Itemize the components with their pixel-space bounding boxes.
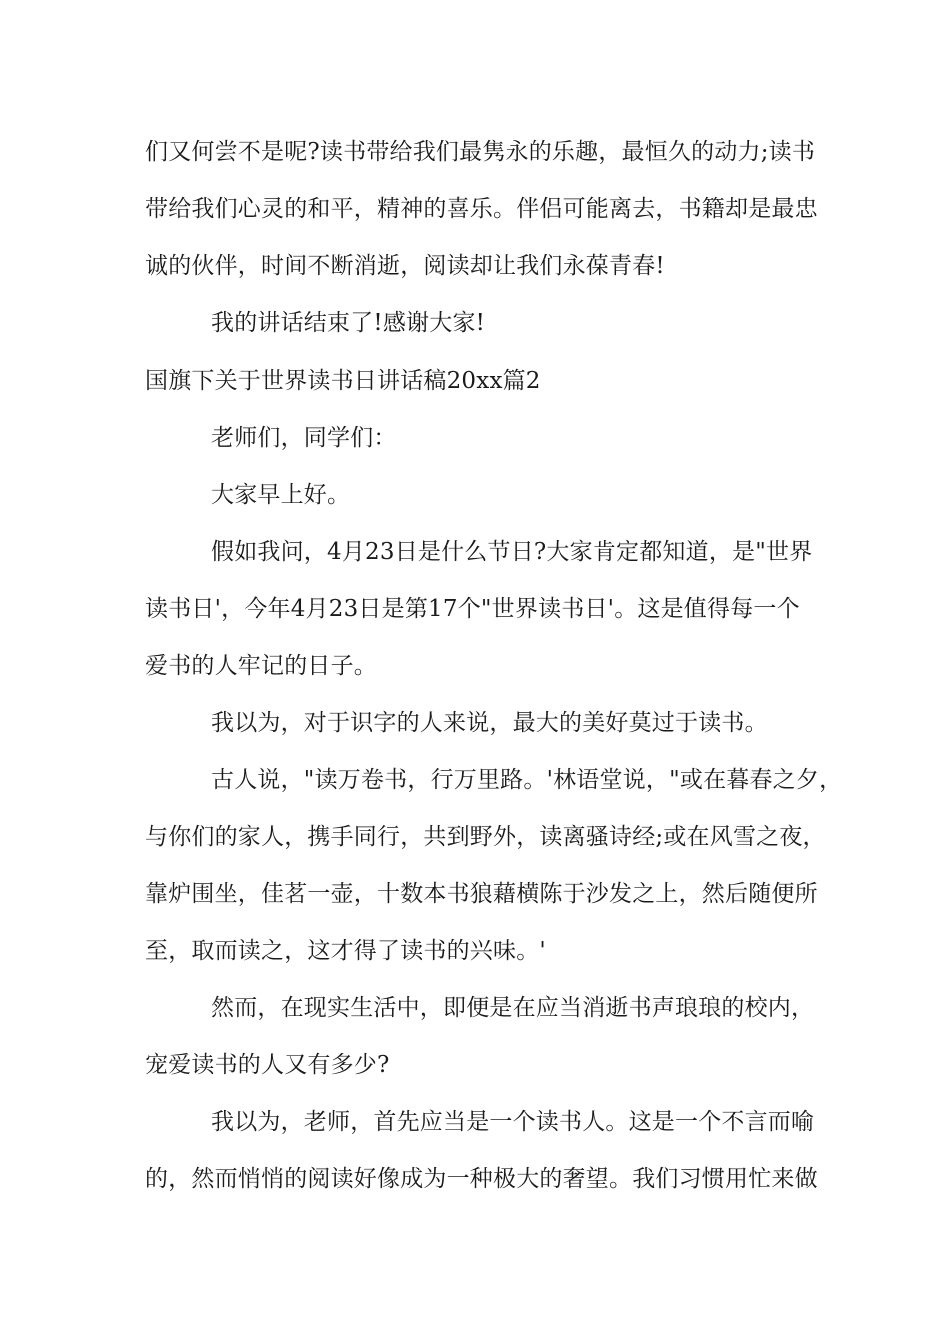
paragraph-line: 然而，在现实生活中，即便是在应当消逝书声琅琅的校内， — [211, 995, 815, 1021]
paragraph-line: 诚的伙伴，时间不断消逝，阅读却让我们永葆青春! — [145, 253, 665, 279]
paragraph-line: 至，取而读之，这才得了读书的兴味。' — [145, 938, 546, 964]
greeting-line: 大家早上好。 — [211, 482, 351, 508]
paragraph-line: 带给我们心灵的和平，精神的喜乐。伴侣可能离去，书籍却是最忠 — [145, 196, 818, 222]
paragraph-line: 爱书的人牢记的日子。 — [145, 653, 377, 679]
salutation-line: 老师们，同学们： — [211, 425, 397, 451]
paragraph-line: 宠爱读书的人又有多少? — [145, 1052, 390, 1078]
section-heading: 国旗下关于世界读书日讲话稿20xx篇2 — [145, 368, 541, 394]
paragraph-line: 们又何尝不是呢?读书带给我们最隽永的乐趣，最恒久的动力;读书 — [145, 139, 816, 165]
closing-line: 我的讲话结束了!感谢大家! — [211, 310, 486, 336]
paragraph-line: 我以为，对于识字的人来说，最大的美好莫过于读书。 — [211, 710, 768, 736]
paragraph-line: 的，然而悄悄的阅读好像成为一种极大的奢望。我们习惯用忙来做 — [145, 1166, 818, 1192]
paragraph-line: 假如我问，4月23日是什么节日?大家肯定都知道，是"世界 — [211, 539, 813, 565]
paragraph-line: 我以为，老师，首先应当是一个读书人。这是一个不言而喻 — [211, 1109, 815, 1135]
paragraph-line: 与你们的家人，携手同行，共到野外，读离骚诗经;或在风雪之夜， — [145, 824, 826, 850]
paragraph-line: 古人说，"读万卷书，行万里路。'林语堂说，"或在暮春之夕， — [211, 767, 843, 793]
paragraph-line: 靠炉围坐，佳茗一壶，十数本书狼藉横陈于沙发之上，然后随便所 — [145, 881, 818, 907]
paragraph-line: 读书日'，今年4月23日是第17个"世界读书日'。这是值得每一个 — [145, 596, 800, 622]
